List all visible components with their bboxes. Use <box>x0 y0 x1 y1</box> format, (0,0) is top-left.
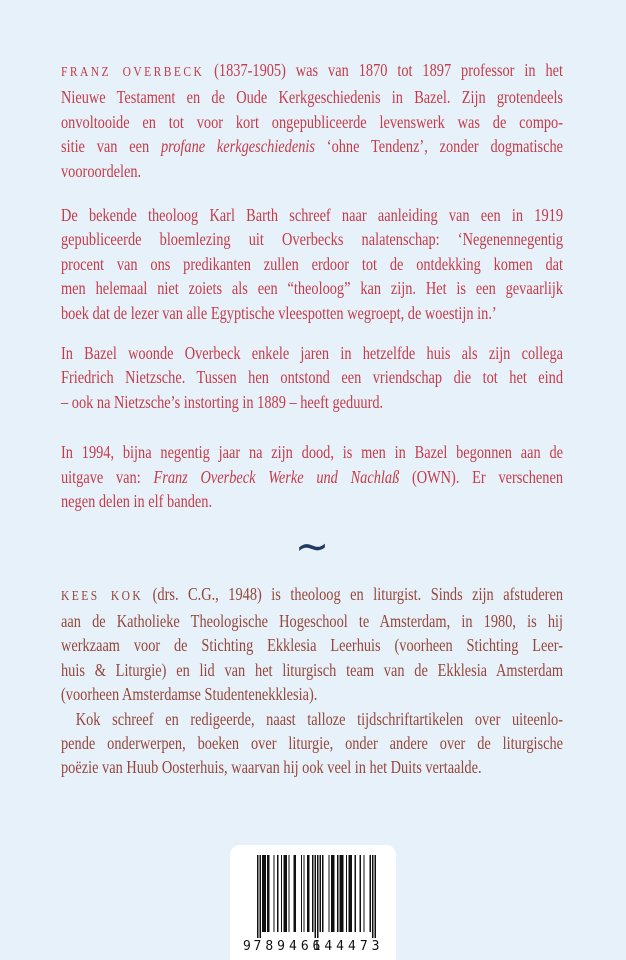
text-segment: men helemaal niet zoiets als een “theoloog” kan zijn. Het is een gevaarlijk <box>61 278 564 299</box>
text-segment: pende onderwerpen, boeken over liturgie, onder andere over de liturgische <box>61 732 564 753</box>
barcode-bar <box>360 855 361 932</box>
text-line <box>61 390 563 414</box>
paragraph <box>61 58 563 183</box>
barcode-bar <box>273 855 274 932</box>
text-segment: profane kerkgeschiedenis <box>160 136 315 157</box>
barcode-bar <box>295 855 296 932</box>
barcode-bar <box>322 855 323 932</box>
text-segment: – ook na Nietzsche’s instorting in 1889 – heeft geduurd. <box>61 391 384 412</box>
text-segment: Franz Overbeck Werke und Nachlaß <box>153 466 400 487</box>
text-segment: (voorheen Amsterdamse Studentenekklesia). <box>61 684 318 705</box>
text-line <box>61 582 563 609</box>
barcode-bar <box>277 855 278 932</box>
paragraph <box>61 440 563 513</box>
barcode-bar <box>301 855 302 932</box>
barcode-bar <box>351 855 352 932</box>
text-segment: Nieuwe Testament en de Oude Kerkgeschiedenis in Bazel. Zijn grotendeels <box>61 87 564 108</box>
barcode-digits: 9 <box>243 939 255 954</box>
text-segment: gepubliceerde bloemlezing uit Overbecks nalatenschap: ‘Negenennegentig <box>61 229 564 250</box>
barcode-bar <box>257 855 258 938</box>
barcode-bar <box>288 855 289 932</box>
barcode-bar <box>348 855 349 932</box>
text-segment: Kok schreef en redigeerde, naast talloze tijdschriftartikelen over uiteenlo- <box>75 708 564 729</box>
text-segment: onvoltooide en tot voor kort ongepubliceerde levenswerk was de compo- <box>61 111 564 132</box>
author-bio-paragraphs <box>61 582 563 780</box>
barcode-bar <box>281 855 282 932</box>
text-line <box>61 365 563 389</box>
barcode-bar <box>341 855 342 932</box>
text-line <box>61 755 563 779</box>
text-segment: De bekende theoloog Karl Barth schreef naar aanleiding van een in 1919 <box>61 205 564 226</box>
barcode-bar <box>340 855 341 932</box>
small-caps-name: KEES KOK <box>61 588 144 604</box>
barcode-bar <box>283 855 284 932</box>
text-line <box>61 440 563 464</box>
barcode-digits: 789461 <box>253 939 325 954</box>
text-line <box>61 276 563 300</box>
tilde-ornament-icon: ∼ <box>294 520 330 571</box>
text-segment: uitgave van: <box>61 466 154 487</box>
barcode-bar <box>320 855 321 932</box>
text-line <box>61 85 563 109</box>
paragraph <box>61 341 563 414</box>
barcode-bar <box>342 855 343 932</box>
paragraph <box>61 582 563 707</box>
barcode-digits: 644473 <box>312 939 383 954</box>
text-line <box>61 633 563 657</box>
barcode-bar <box>285 855 286 932</box>
barcode-bar <box>350 855 351 932</box>
text-line <box>61 658 563 682</box>
text-segment: huis & Liturgie) en lid van het liturgisch team van de Ekklesia Amsterdam <box>61 659 564 680</box>
text-segment: negen delen in elf banden. <box>61 491 213 512</box>
barcode-bar <box>328 855 329 932</box>
text-line <box>61 110 563 134</box>
text-line <box>61 707 563 731</box>
barcode-bar <box>363 855 364 932</box>
text-segment: In 1994, bijna negentig jaar na zijn dood, is men in Bazel begonnen aan de <box>61 442 564 463</box>
barcode-bar <box>317 855 318 938</box>
barcode-bar <box>293 855 294 932</box>
text-line <box>61 159 563 183</box>
barcode-bar <box>267 855 268 932</box>
barcode-bar <box>375 855 376 938</box>
barcode-bar <box>372 855 373 938</box>
barcode-bar <box>355 855 356 932</box>
barcode-bar <box>337 855 338 932</box>
barcode-bar <box>312 855 313 932</box>
text-segment: (1837-1905) was van 1870 tot 1897 professor in het <box>204 60 564 80</box>
text-segment: (drs. C.G., 1948) is theoloog en liturgist. Sinds zijn afstuderen <box>143 583 564 604</box>
barcode-bar <box>331 855 332 932</box>
text-segment: poëzie van Huub Oosterhuis, waarvan hij ook veel in het Duits vertaalde. <box>61 757 482 778</box>
text-line <box>61 682 563 706</box>
barcode-bar <box>262 855 263 932</box>
text-segment: sitie van een <box>61 136 161 157</box>
text-line <box>61 465 563 489</box>
text-line <box>61 609 563 633</box>
ean13-barcode <box>243 855 383 955</box>
barcode-bar <box>263 855 264 932</box>
barcode-bar <box>307 855 308 932</box>
barcode-bar <box>303 855 304 932</box>
text-line <box>61 731 563 755</box>
barcode-bar <box>346 855 347 932</box>
text-line <box>61 134 563 158</box>
barcode-bar <box>286 855 287 932</box>
barcode-bar <box>332 855 333 932</box>
description-paragraphs <box>61 58 563 514</box>
barcode-bar <box>370 855 371 932</box>
text-segment: vooroordelen. <box>61 160 142 181</box>
text-line <box>61 252 563 276</box>
paragraph <box>61 707 563 780</box>
barcode-bar <box>308 855 309 932</box>
text-line <box>61 227 563 251</box>
paragraph <box>61 203 563 325</box>
text-segment: werkzaam voor de Stichting Ekklesia Leerhuis (voorheen Stichting Leer- <box>61 635 564 656</box>
section-divider <box>61 520 563 572</box>
small-caps-name: FRANZ OVERBECK <box>61 65 205 80</box>
text-line <box>61 58 563 85</box>
barcode-bar <box>268 855 269 932</box>
text-segment: aan de Katholieke Theologische Hogeschool te Amsterdam, in 1980, is hij <box>61 610 564 631</box>
barcode-bar <box>333 855 334 932</box>
text-segment: ‘ohne Tendenz’, zonder dogmatische <box>314 136 564 157</box>
text-line <box>61 489 563 513</box>
text-segment: procent van ons predikanten zullen erdoor tot de ontdekking komen dat <box>61 253 564 274</box>
barcode-bar <box>315 855 316 938</box>
text-segment: Friedrich Nietzsche. Tussen hen ontstond een vriendschap die tot het eind <box>61 367 564 388</box>
barcode-panel <box>230 845 396 960</box>
barcode-bar <box>260 855 261 938</box>
text-line <box>61 301 563 325</box>
text-segment: (OWN). Er verschenen <box>399 466 564 487</box>
barcode-bar <box>265 855 266 932</box>
text-line <box>61 341 563 365</box>
text-line <box>61 203 563 227</box>
text-segment: boek dat de lezer van alle Egyptische vleespotten wegroept, de woestijn in.’ <box>61 302 497 323</box>
text-column <box>61 58 563 780</box>
text-segment: In Bazel woonde Overbeck enkele jaren in hetzelfde huis als zijn collega <box>61 343 564 364</box>
